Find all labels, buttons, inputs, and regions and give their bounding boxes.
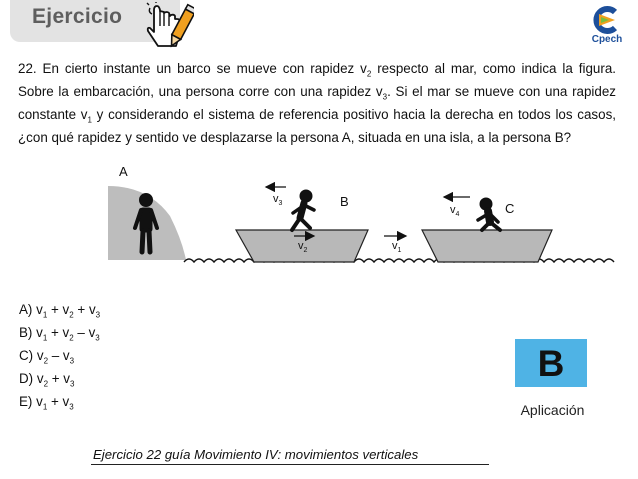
term-variable: v [62, 325, 70, 340]
skill-label: Aplicación [520, 402, 585, 418]
term-variable: v [62, 348, 70, 363]
term-subscript: 3 [95, 310, 101, 320]
term-subscript: 3 [69, 356, 75, 366]
term-variable: v [63, 371, 70, 386]
term-variable: v [88, 302, 96, 317]
alternative-option [19, 298, 100, 321]
label-a: A [119, 164, 128, 179]
exercise-title: Ejercicio [32, 5, 123, 28]
logo-text: Cpech [591, 34, 623, 45]
subscript: 3 [382, 92, 388, 102]
term-operator: + [47, 394, 63, 409]
alternative-option [19, 344, 100, 367]
question-part: y considerando el sistema de referencia positivo hacia la derecha en todos los casos, ¿con qué rapidez y sentido ve desplazarse la persona A, situada en una isla, a la persona B? [18, 106, 616, 145]
v1-label: $v_1$ [392, 240, 402, 254]
term-subscript: 1 [42, 310, 48, 320]
term-variable: v [36, 371, 44, 386]
term-variable: v [62, 394, 70, 409]
term-variable: v [36, 348, 44, 363]
question-part: respecto al mar, como indica la figura. Sobre la embarcación, una persona corre con una rapidez v [18, 61, 616, 99]
term-variable: v [62, 302, 70, 317]
v4-label: $v_4$ [450, 204, 460, 218]
term-subscript: 2 [43, 379, 49, 389]
hand-pencil-icon [146, 2, 194, 52]
footer-underline [91, 464, 489, 465]
alternative-option [19, 367, 100, 390]
term-variable: v [36, 394, 43, 409]
subscript: 2 [366, 69, 372, 79]
alternative-option [19, 321, 100, 344]
footer-reference: Ejercicio 22 guía Movimiento IV: movimientos verticales [93, 447, 419, 462]
term-operator: + [73, 302, 89, 317]
answer-box: B [515, 339, 587, 387]
alternative-letter: B) [19, 325, 33, 340]
term-operator: + [47, 325, 63, 340]
term-subscript: 1 [42, 402, 48, 412]
term-operator: + [47, 302, 63, 317]
v2-label: $v_2$ [298, 240, 308, 254]
v3-label: $v_3$ [273, 193, 283, 207]
subscript: 1 [87, 115, 92, 125]
term-operator: – [73, 325, 89, 340]
question-text [18, 60, 616, 146]
alternative-letter: D) [19, 371, 34, 386]
term-variable: v [36, 302, 43, 317]
alternative-letter: E) [19, 394, 33, 409]
alternatives-list [19, 298, 100, 413]
term-subscript: 3 [69, 402, 74, 412]
term-subscript: 1 [42, 333, 48, 343]
term-subscript: 3 [95, 333, 100, 343]
question-part: 22. En cierto instante un barco se mueve con rapidez v [18, 61, 367, 76]
alternative-letter: A) [19, 302, 33, 317]
term-subscript: 3 [70, 379, 75, 389]
cpech-logo-mark [585, 6, 629, 34]
label-c: C [505, 201, 515, 216]
term-subscript: 2 [69, 310, 74, 320]
term-operator: – [48, 348, 63, 363]
term-operator: + [48, 371, 64, 386]
term-variable: v [36, 325, 43, 340]
term-variable: v [88, 325, 96, 340]
cpech-logo [585, 6, 629, 44]
term-subscript: 2 [69, 333, 74, 343]
alternative-letter: C) [19, 348, 34, 363]
question-part: . Si el mar se mueve con una rapidez constante v [18, 83, 616, 122]
boat-c [422, 230, 552, 262]
boat-figure [108, 156, 616, 274]
alternative-option [19, 390, 100, 413]
label-b: B [340, 194, 349, 209]
term-subscript: 2 [43, 356, 49, 366]
